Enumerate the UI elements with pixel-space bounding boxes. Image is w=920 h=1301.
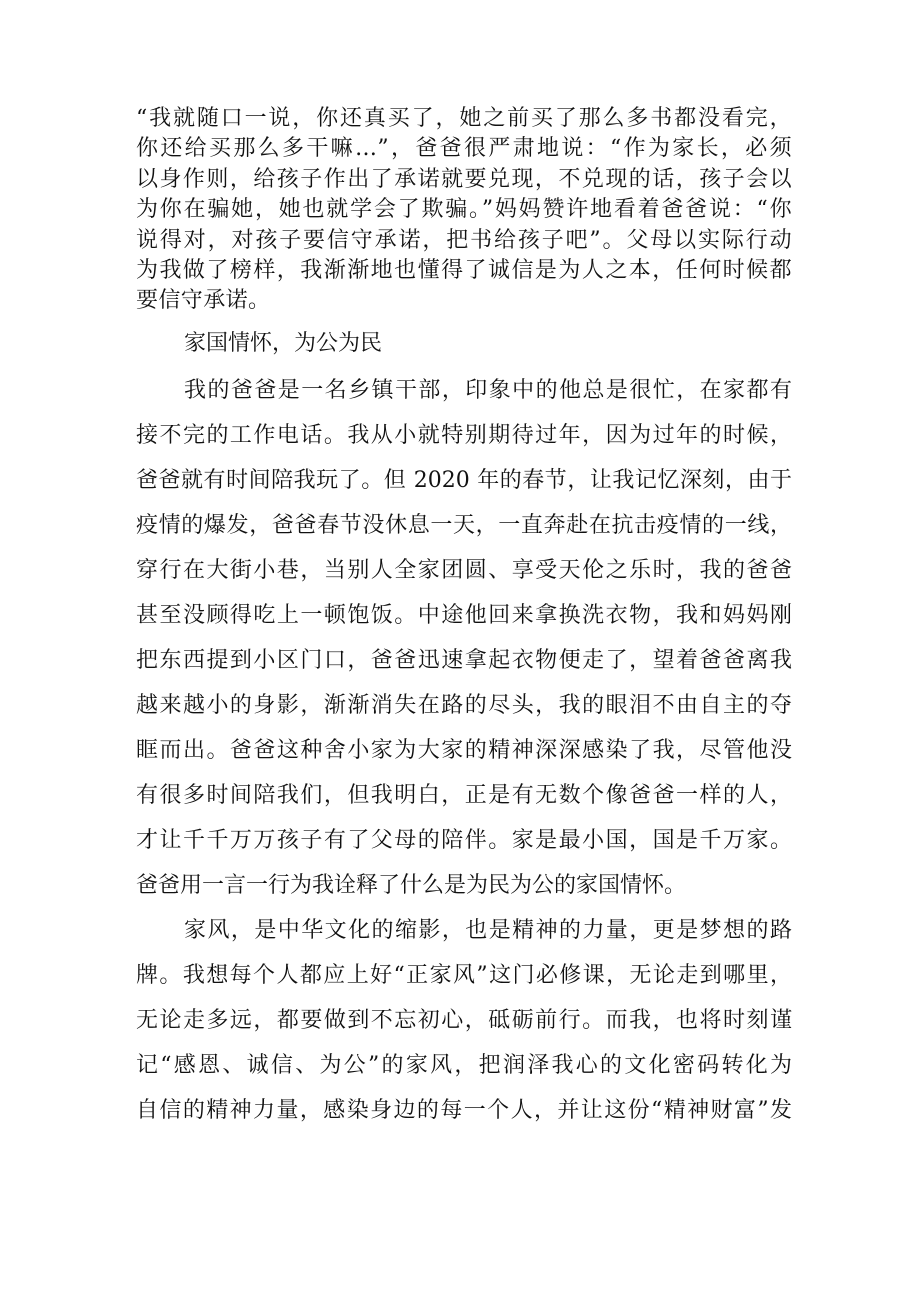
paragraph-line: 牌。我想每个人都应上好“正家风”这门必修课，无论走到哪里， [136,963,792,988]
paragraph-line: 穿行在大街小巷，当别人全家团圆、享受天伦之乐时，我的爸爸 [136,558,792,583]
paragraph-line: 把东西提到小区门口，爸爸迅速拿起衣物便走了，望着爸爸离我 [136,648,792,673]
paragraph-line: “我就随口一说，你还真买了，她之前买了那么多书都没看完， [136,106,792,131]
paragraph-line: 记“感恩、诚信、为公”的家风，把润泽我心的文化密码转化为 [136,1053,792,1078]
paragraph-line: 接不完的工作电话。我从小就特别期待过年，因为过年的时候， [136,423,792,448]
paragraph-line: 越来越小的身影，渐渐消失在路的尽头，我的眼泪不由自主的夺 [136,693,792,718]
paragraph-line: 无论走多远，都要做到不忘初心，砥砺前行。而我，也将时刻谨 [136,1008,792,1033]
paragraph-line: 你还给买那么多干嘛…”，爸爸很严肃地说：“作为家长，必须 [136,136,792,161]
paragraph-line: 为你在骗她，她也就学会了欺骗。”妈妈赞许地看着爸爸说：“你 [136,197,792,222]
paragraph-line: 爸爸就有时间陪我玩了。但 2020 年的春节，让我记忆深刻，由于 [136,468,792,493]
paragraph-line: 眶而出。爸爸这种舍小家为大家的精神深深感染了我，尽管他没 [136,738,792,763]
paragraph-line: 为我做了榜样，我渐渐地也懂得了诚信是为人之本，任何时候都 [136,258,792,283]
paragraph-line: 说得对，对孩子要信守承诺，把书给孩子吧”。父母以实际行动 [136,228,792,253]
paragraph-line: 我的爸爸是一名乡镇干部，印象中的他总是很忙，在家都有 [184,378,792,403]
paragraph-line: 爸爸用一言一行为我诠释了什么是为民为公的家国情怀。 [136,873,687,898]
paragraph-line: 才让千千万万孩子有了父母的陪伴。家是最小国，国是千万家。 [136,828,792,853]
paragraph-line: 有很多时间陪我们，但我明白，正是有无数个像爸爸一样的人， [136,783,792,808]
paragraph-line: 甚至没顾得吃上一顿饱饭。中途他回来拿换洗衣物，我和妈妈刚 [136,603,792,628]
paragraph-line: 自信的精神力量，感染身边的每一个人，并让这份“精神财富”发 [136,1098,792,1123]
paragraph-line: 要信守承诺。 [136,288,271,313]
section-heading: 家国情怀，为公为民 [184,331,383,356]
paragraph-line: 家风，是中华文化的缩影，也是精神的力量，更是梦想的路 [184,918,792,943]
paragraph-line: 以身作则，给孩子作出了承诺就要兑现，不兑现的话，孩子会以 [136,167,792,192]
paragraph-line: 疫情的爆发，爸爸春节没休息一天，一直奔赴在抗击疫情的一线， [136,513,792,538]
